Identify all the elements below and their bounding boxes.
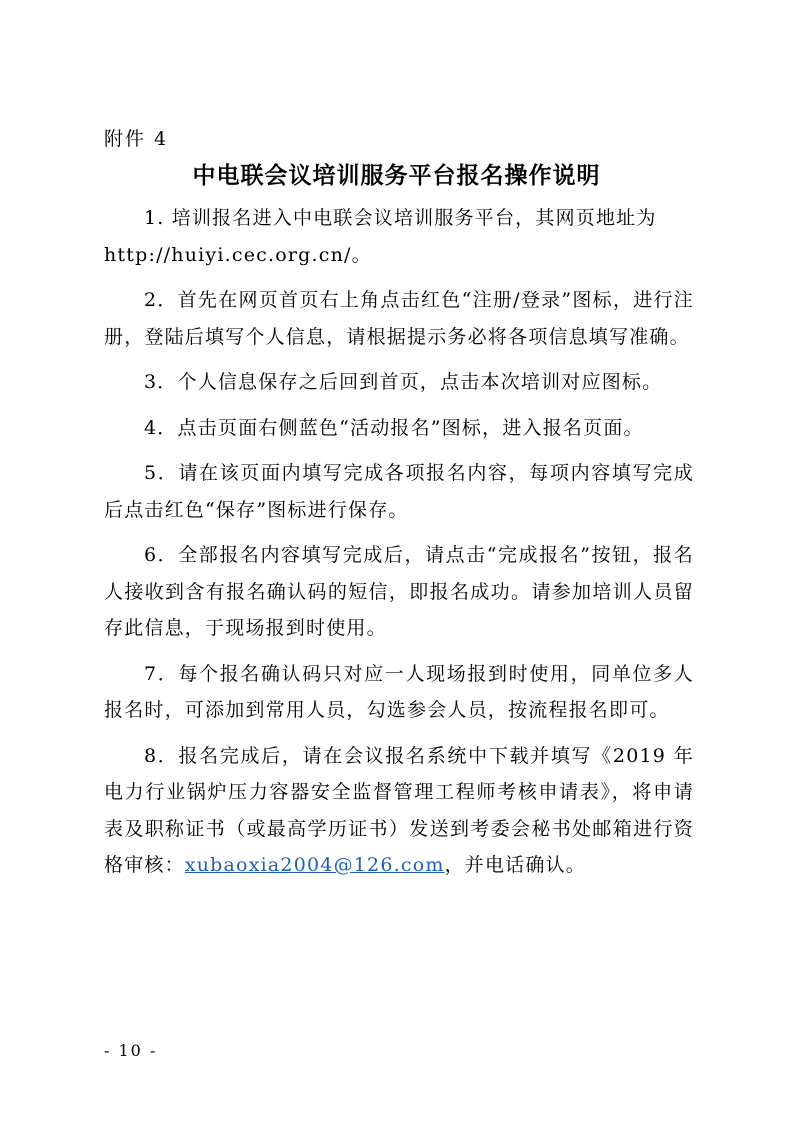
paragraph-4: 4．点击页面右侧蓝色“活动报名”图标，进入报名页面。 xyxy=(144,416,644,439)
paragraph-8-tail: ，并电话确认。 xyxy=(444,854,586,876)
paragraph-8 xyxy=(104,738,694,884)
paragraph-2: 2．首先在网页首页右上角点击红色“注册/登录”图标，进行注册，登陆后填写个人信息，请根据提示务必将各项信息填写准确。 xyxy=(104,289,694,348)
paragraph-5: 5．请在该页面内填写完成各项报名内容，每项内容填写完成后点击红色“保存”图标进行保存。 xyxy=(104,462,694,521)
paragraph-6: 6．全部报名内容填写完成后，请点击“完成报名”按钮，报名人接收到含有报名确认码的短信，即报名成功。请参加培训人员留存此信息，于现场报到时使用。 xyxy=(104,544,694,639)
paragraph-8-text: 8．报名完成后，请在会议报名系统中下载并填写《2019 年电力行业锅炉压力容器安全监督管理工程师考核申请表》，将申请表及职称证书（或最高学历证书）发送到考委会秘书处邮箱进行资格审核： xyxy=(104,744,694,876)
paragraph-7: 7．每个报名确认码只对应一人现场报到时使用，同单位多人报名时，可添加到常用人员，勾选参会人员，按流程报名即可。 xyxy=(104,662,694,721)
paragraph-1-text: 1. 培训报名进入中电联会议培训服务平台，其网页地址为 xyxy=(144,207,657,229)
page-number: - 10 - xyxy=(104,1041,158,1060)
document-title: 中电联会议培训服务平台报名操作说明 xyxy=(192,162,601,189)
email-link[interactable]: xubaoxia2004@126.com xyxy=(184,854,445,876)
attachment-label: 附件 4 xyxy=(104,128,169,150)
paragraph-3: 3．个人信息保存之后回到首页，点击本次培训对应图标。 xyxy=(144,371,663,393)
paragraph-1 xyxy=(104,200,694,273)
document-body xyxy=(104,200,694,893)
website-url: http://huiyi.cec.org.cn/。 xyxy=(104,243,372,266)
